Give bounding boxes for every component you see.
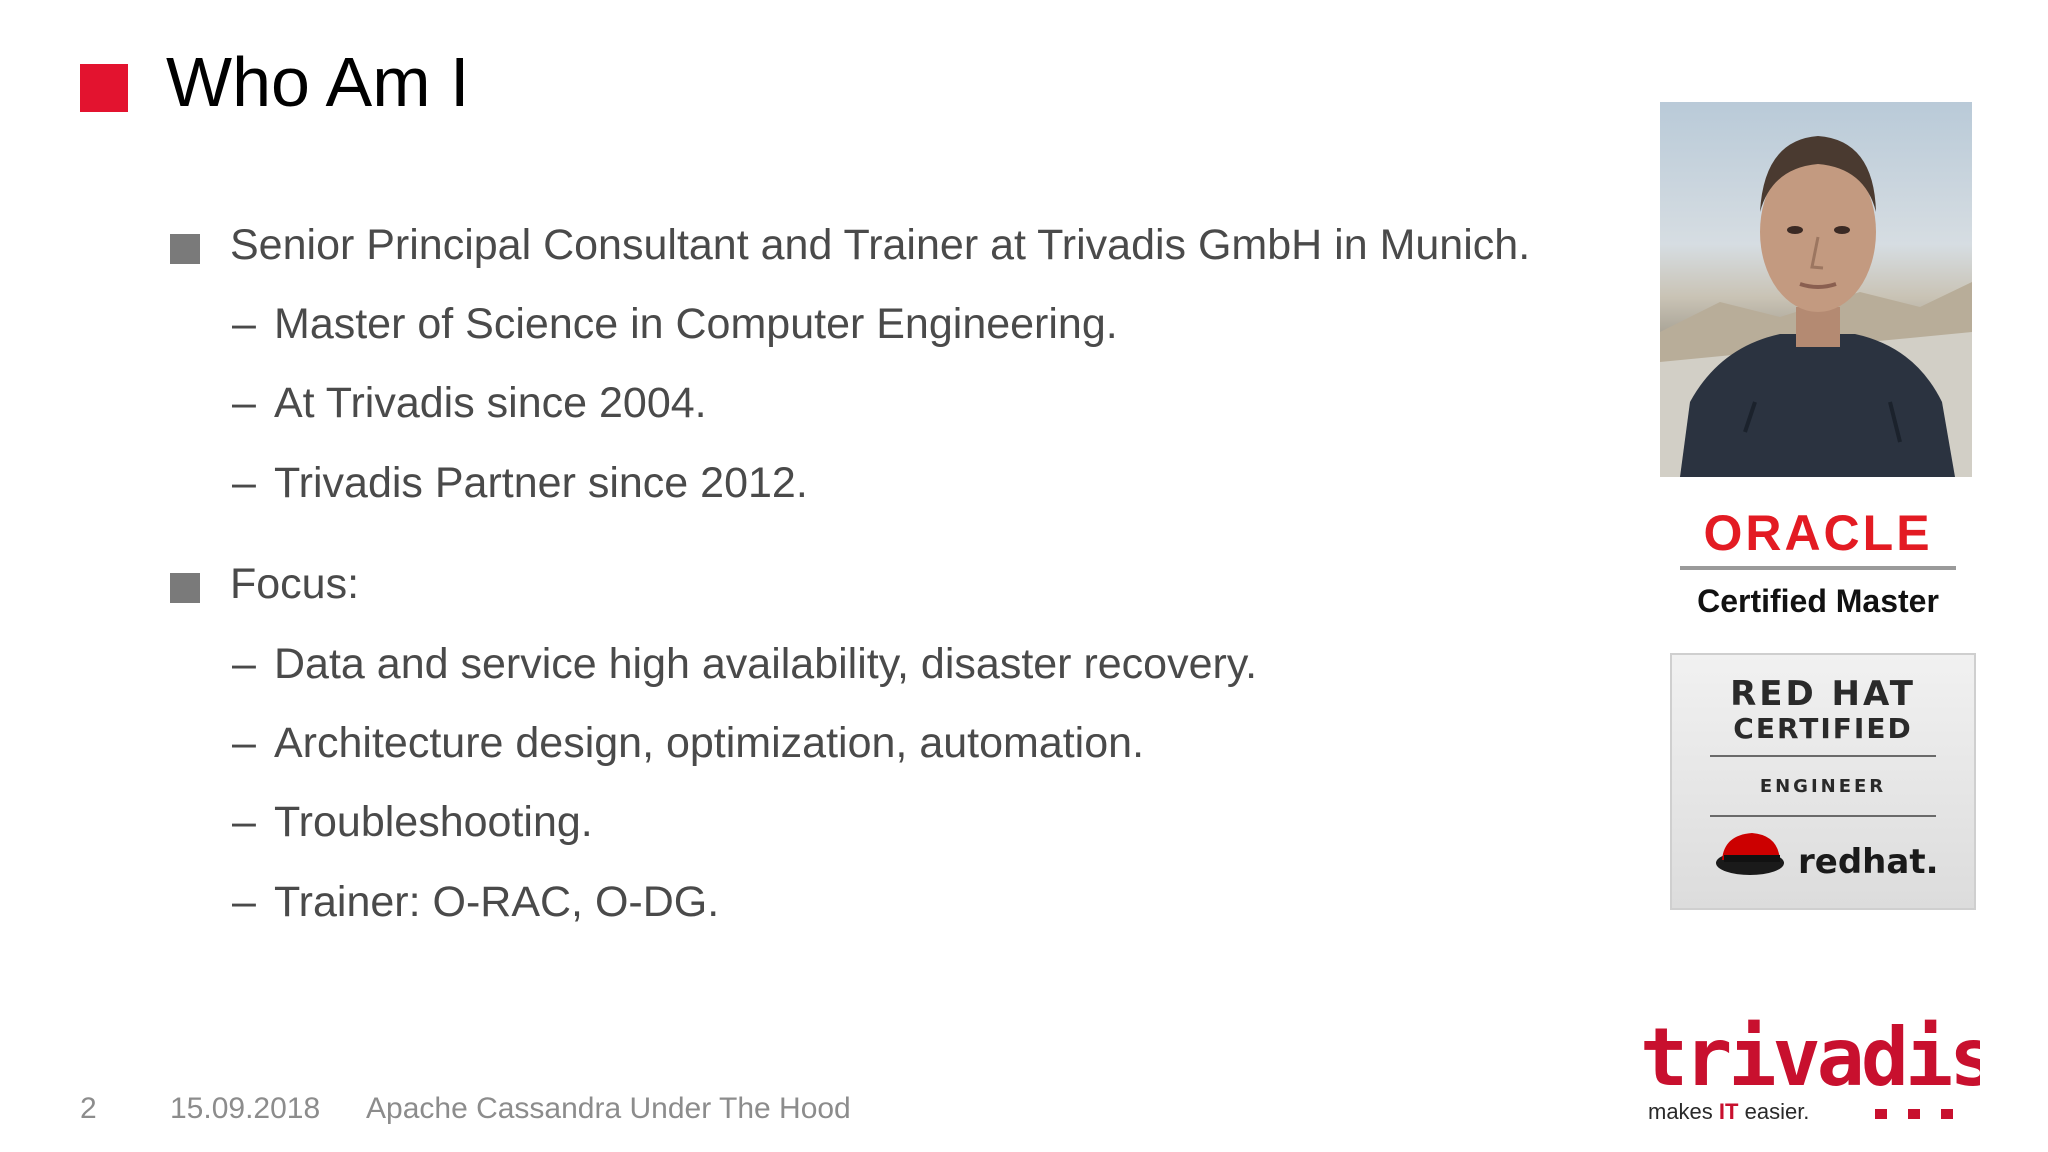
sub-bullet-text: Trivadis Partner since 2012. [274, 459, 808, 507]
trivadis-dot-icon [1941, 1109, 1953, 1119]
sub-bullet-text: Data and service high availability, disaster recovery. [274, 640, 1258, 688]
dash-marker: – [232, 300, 256, 348]
trivadis-logo [1640, 1015, 1980, 1125]
title-marker [80, 64, 128, 112]
portrait-illustration [1660, 102, 1972, 477]
sub-bullet-text: Troubleshooting. [274, 798, 593, 846]
dash-marker: – [232, 459, 256, 507]
sub-bullet-item [232, 298, 1118, 350]
dash-marker: – [232, 878, 256, 926]
sub-bullet-item [232, 377, 707, 429]
sub-bullet-item [232, 876, 719, 928]
page-title: Who Am I [166, 43, 470, 121]
oracle-caption: Certified Master [1697, 583, 1939, 619]
bullet-text: Senior Principal Consultant and Trainer at Trivadis GmbH in Munich. [230, 221, 1531, 269]
sub-bullet-item [232, 638, 1257, 690]
redhat-brand: redhat. [1798, 842, 1939, 882]
oracle-certified-master-logo [1668, 500, 1968, 630]
oracle-wordmark: ORACLE [1703, 505, 1933, 561]
dash-marker: – [232, 798, 256, 846]
sub-bullet-text: At Trivadis since 2004. [274, 379, 707, 427]
trivadis-dot-icon [1875, 1109, 1887, 1119]
footer-date: 15.09.2018 [170, 1092, 321, 1125]
sub-bullet-item [232, 796, 593, 848]
bullet-item [230, 558, 359, 610]
redhat-line-1: RED HAT [1730, 674, 1916, 714]
sub-bullet-text: Trainer: O-RAC, O-DG. [274, 878, 720, 926]
bullet-text: Focus: [230, 560, 360, 608]
bullet-item [230, 219, 1530, 271]
redhat-certified-engineer-logo [1670, 653, 1976, 910]
page-number: 2 [80, 1092, 97, 1125]
sub-bullet-text: Architecture design, optimization, automation. [274, 719, 1145, 767]
redhat-line-2: CERTIFIED [1733, 712, 1913, 745]
dash-marker: – [232, 640, 256, 688]
redhat-line-3: ENGINEER [1759, 776, 1887, 797]
trivadis-dot-icon [1908, 1109, 1920, 1119]
dash-marker: – [232, 379, 256, 427]
sub-bullet-text: Master of Science in Computer Engineering. [274, 300, 1118, 348]
trivadis-tagline: makes IT easier. [1648, 1099, 1810, 1124]
dash-marker: – [232, 719, 256, 767]
sub-bullet-item [232, 717, 1144, 769]
trivadis-wordmark: trivadis [1640, 1015, 1980, 1104]
sub-bullet-item [232, 457, 808, 509]
profile-photo [1660, 102, 1972, 477]
bullet-square-icon [170, 234, 200, 264]
bullet-square-icon [170, 573, 200, 603]
footer-presentation-title: Apache Cassandra Under The Hood [366, 1092, 851, 1125]
redhat-shadowman-icon [1716, 833, 1784, 875]
